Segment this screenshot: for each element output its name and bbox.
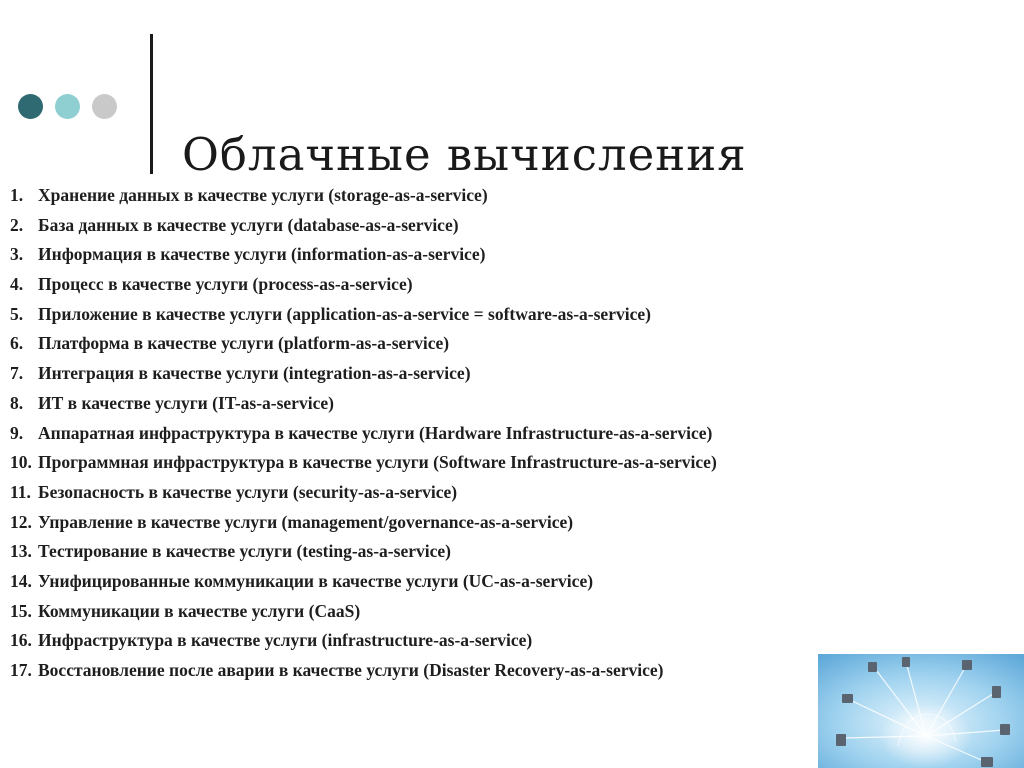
cloud-network-image xyxy=(818,654,1024,768)
list-item-text: Интеграция в качестве услуги (integration-as-a-service) xyxy=(38,363,471,384)
slide-title: Облачные вычисления xyxy=(182,128,747,181)
list-item-number: 7. xyxy=(10,363,24,384)
list-item-number: 9. xyxy=(10,422,24,443)
title-divider-line xyxy=(150,34,153,174)
list-item-number: 5. xyxy=(10,303,24,324)
list-item-text: ИТ в качестве услуги (IT-as-a-service) xyxy=(38,392,334,413)
list-item-number: 12. xyxy=(10,511,32,532)
decorative-dots xyxy=(18,94,117,119)
network-illustration xyxy=(818,654,1024,768)
list-item-number: 11. xyxy=(10,481,31,502)
list-item-text: Процесс в качестве услуги (process-as-a-service) xyxy=(38,274,413,295)
list-item-number: 14. xyxy=(10,570,32,591)
list-item-number: 3. xyxy=(10,244,24,265)
list-item-number: 10. xyxy=(10,452,32,473)
list-item-text: Тестирование в качестве услуги (testing-as-a-service) xyxy=(38,541,451,562)
list-item-text: Информация в качестве услуги (information-as-a-service) xyxy=(38,244,486,265)
list-item-text: Унифицированные коммуникации в качестве услуги (UC-as-a-service) xyxy=(38,570,594,591)
dot-dark xyxy=(18,94,43,119)
list-item-text: Платформа в качестве услуги (platform-as-a-service) xyxy=(38,333,450,354)
list-item-text: Аппаратная инфраструктура в качестве услуги (Hardware Infrastructure-as-a-service) xyxy=(38,422,713,443)
list-item-text: Восстановление после аварии в качестве услуги (Disaster Recovery-as-a-service) xyxy=(38,660,664,680)
list-item-text: База данных в качестве услуги (database-as-a-service) xyxy=(38,214,459,235)
dot-light xyxy=(55,94,80,119)
list-item-text: Безопасность в качестве услуги (security-as-a-service) xyxy=(38,481,458,502)
list-item-number: 4. xyxy=(10,274,24,295)
list-item-number: 13. xyxy=(10,541,32,562)
list-item-number: 6. xyxy=(10,333,24,354)
list-item-number: 17. xyxy=(10,660,32,680)
list-item-text: Приложение в качестве услуги (application-as-a-service = software-as-a-service) xyxy=(38,303,651,324)
list-item-number: 15. xyxy=(10,600,32,621)
list-item-number: 2. xyxy=(10,214,24,235)
list-item-number: 8. xyxy=(10,392,24,413)
list-item-number: 16. xyxy=(10,630,32,651)
list-item-text: Коммуникации в качестве услуги (CaaS) xyxy=(38,600,361,621)
list-item-text: Инфраструктура в качестве услуги (infrastructure-as-a-service) xyxy=(38,630,533,651)
list-item-text: Программная инфраструктура в качестве услуги (Software Infrastructure-as-a-service) xyxy=(38,452,717,473)
list-item-text: Управление в качестве услуги (management/governance-as-a-service) xyxy=(38,511,574,532)
list-item-number: 1. xyxy=(10,185,24,205)
dot-gray xyxy=(92,94,117,119)
list-item-text: Хранение данных в качестве услуги (storage-as-a-service) xyxy=(38,185,488,205)
